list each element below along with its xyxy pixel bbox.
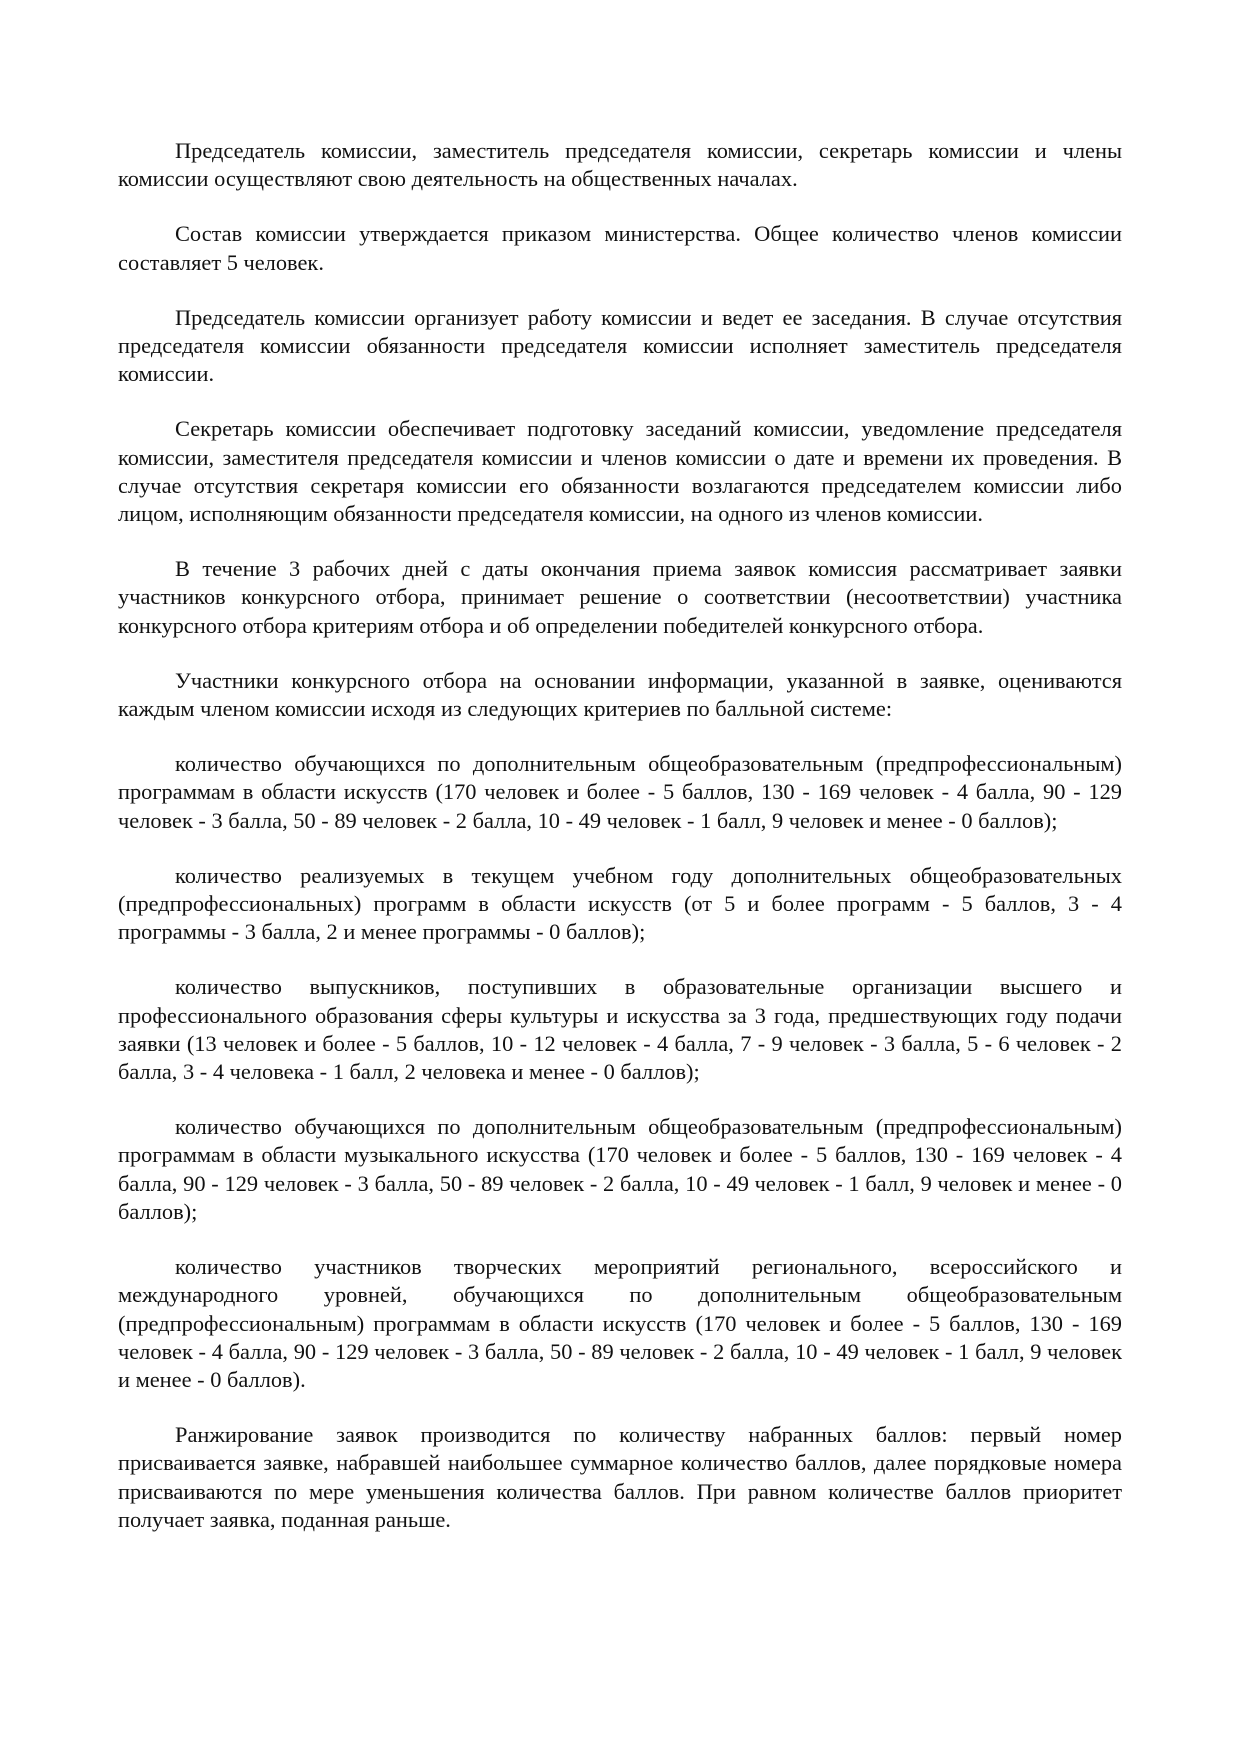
paragraph-commission-public-basis: Председатель комиссии, заместитель председателя комиссии, секретарь комиссии и члены комиссии осуществляют свою деятельность на общественных началах.: [118, 138, 1122, 192]
paragraph-ranking: Ранжирование заявок производится по количеству набранных баллов: первый номер присваивается заявке, набравшей наибольшее суммарное количество баллов, далее порядковые номера присваиваются по мере уменьшения количества баллов. При равном количестве баллов приоритет получает заявка, поданная раньше.: [118, 1422, 1122, 1532]
paragraph-evaluation-intro: Участники конкурсного отбора на основании информации, указанной в заявке, оцениваются каждым членом комиссии исходя из следующих критериев по балльной системе:: [118, 667, 1122, 722]
paragraph-chairman-duties: Председатель комиссии организует работу комиссии и ведет ее заседания. В случае отсутствия председателя комиссии обязанности председателя комиссии исполняет заместитель председателя комиссии.: [118, 304, 1122, 387]
paragraph-secretary-duties: Секретарь комиссии обеспечивает подготовку заседаний комиссии, уведомление председателя комиссии, заместителя председателя комиссии и членов комиссии о дате и времени их проведения. В случае отсутствия секретаря комиссии его обязанности возлагаются председателем комиссии либо лицом, исполняющим обязанности председателя комиссии, на одного из членов комиссии.: [118, 416, 1122, 527]
criterion-graduates: количество выпускников, поступивших в образовательные организации высшего и профессионального образования сферы культуры и искусства за 3 года, предшествующих году подачи заявки (13 человек и более - 5 баллов, 10 - 12 человек - 4 балла, 7 - 9 человек - 3 балла, 5 - 6 человек - 2 балла, 3 - 4 человека - 1 балл, 2 человека и менее - 0 баллов);: [118, 974, 1122, 1085]
paragraph-commission-composition: Состав комиссии утверждается приказом министерства. Общее количество членов комиссии составляет 5 человек.: [118, 221, 1122, 275]
paragraph-review-period: В течение 3 рабочих дней с даты окончания приема заявок комиссия рассматривает заявки участников конкурсного отбора, принимает решение о соответствии (несоответствии) участника конкурсного отбора критериям отбора и об определении победителей конкурсного отбора.: [118, 556, 1122, 638]
criterion-event-participants: количество участников творческих мероприятий регионального, всероссийского и международного уровней, обучающихся по дополнительным общеобразовательным (предпрофессиональным) программам в области искусств (170 человек и более - 5 баллов, 130 - 169 человек - 4 балла, 90 - 129 человек - 3 балла, 50 - 89 человек - 2 балла, 10 - 49 человек - 1 балл, 9 человек и менее - 0 баллов).: [118, 1254, 1122, 1392]
criterion-programs-count: количество реализуемых в текущем учебном году дополнительных общеобразовательных (предпрофессиональных) программ в области искусств (от 5 и более программ - 5 баллов, 3 - 4 программы - 3 балла, 2 и менее программы - 0 баллов);: [118, 862, 1122, 945]
criterion-students-arts: количество обучающихся по дополнительным общеобразовательным (предпрофессиональным) программам в области искусств (170 человек и более - 5 баллов, 130 - 169 человек - 4 балла, 90 - 129 человек - 3 балла, 50 - 89 человек - 2 балла, 10 - 49 человек - 1 балл, 9 человек и менее - 0 баллов);: [118, 751, 1122, 833]
criterion-students-music: количество обучающихся по дополнительным общеобразовательным (предпрофессиональным) программам в области музыкального искусства (170 человек и более - 5 баллов, 130 - 169 человек - 4 балла, 90 - 129 человек - 3 балла, 50 - 89 человек - 2 балла, 10 - 49 человек - 1 балл, 9 человек и менее - 0 баллов);: [118, 1114, 1122, 1224]
document-page: [118, 137, 1122, 1561]
